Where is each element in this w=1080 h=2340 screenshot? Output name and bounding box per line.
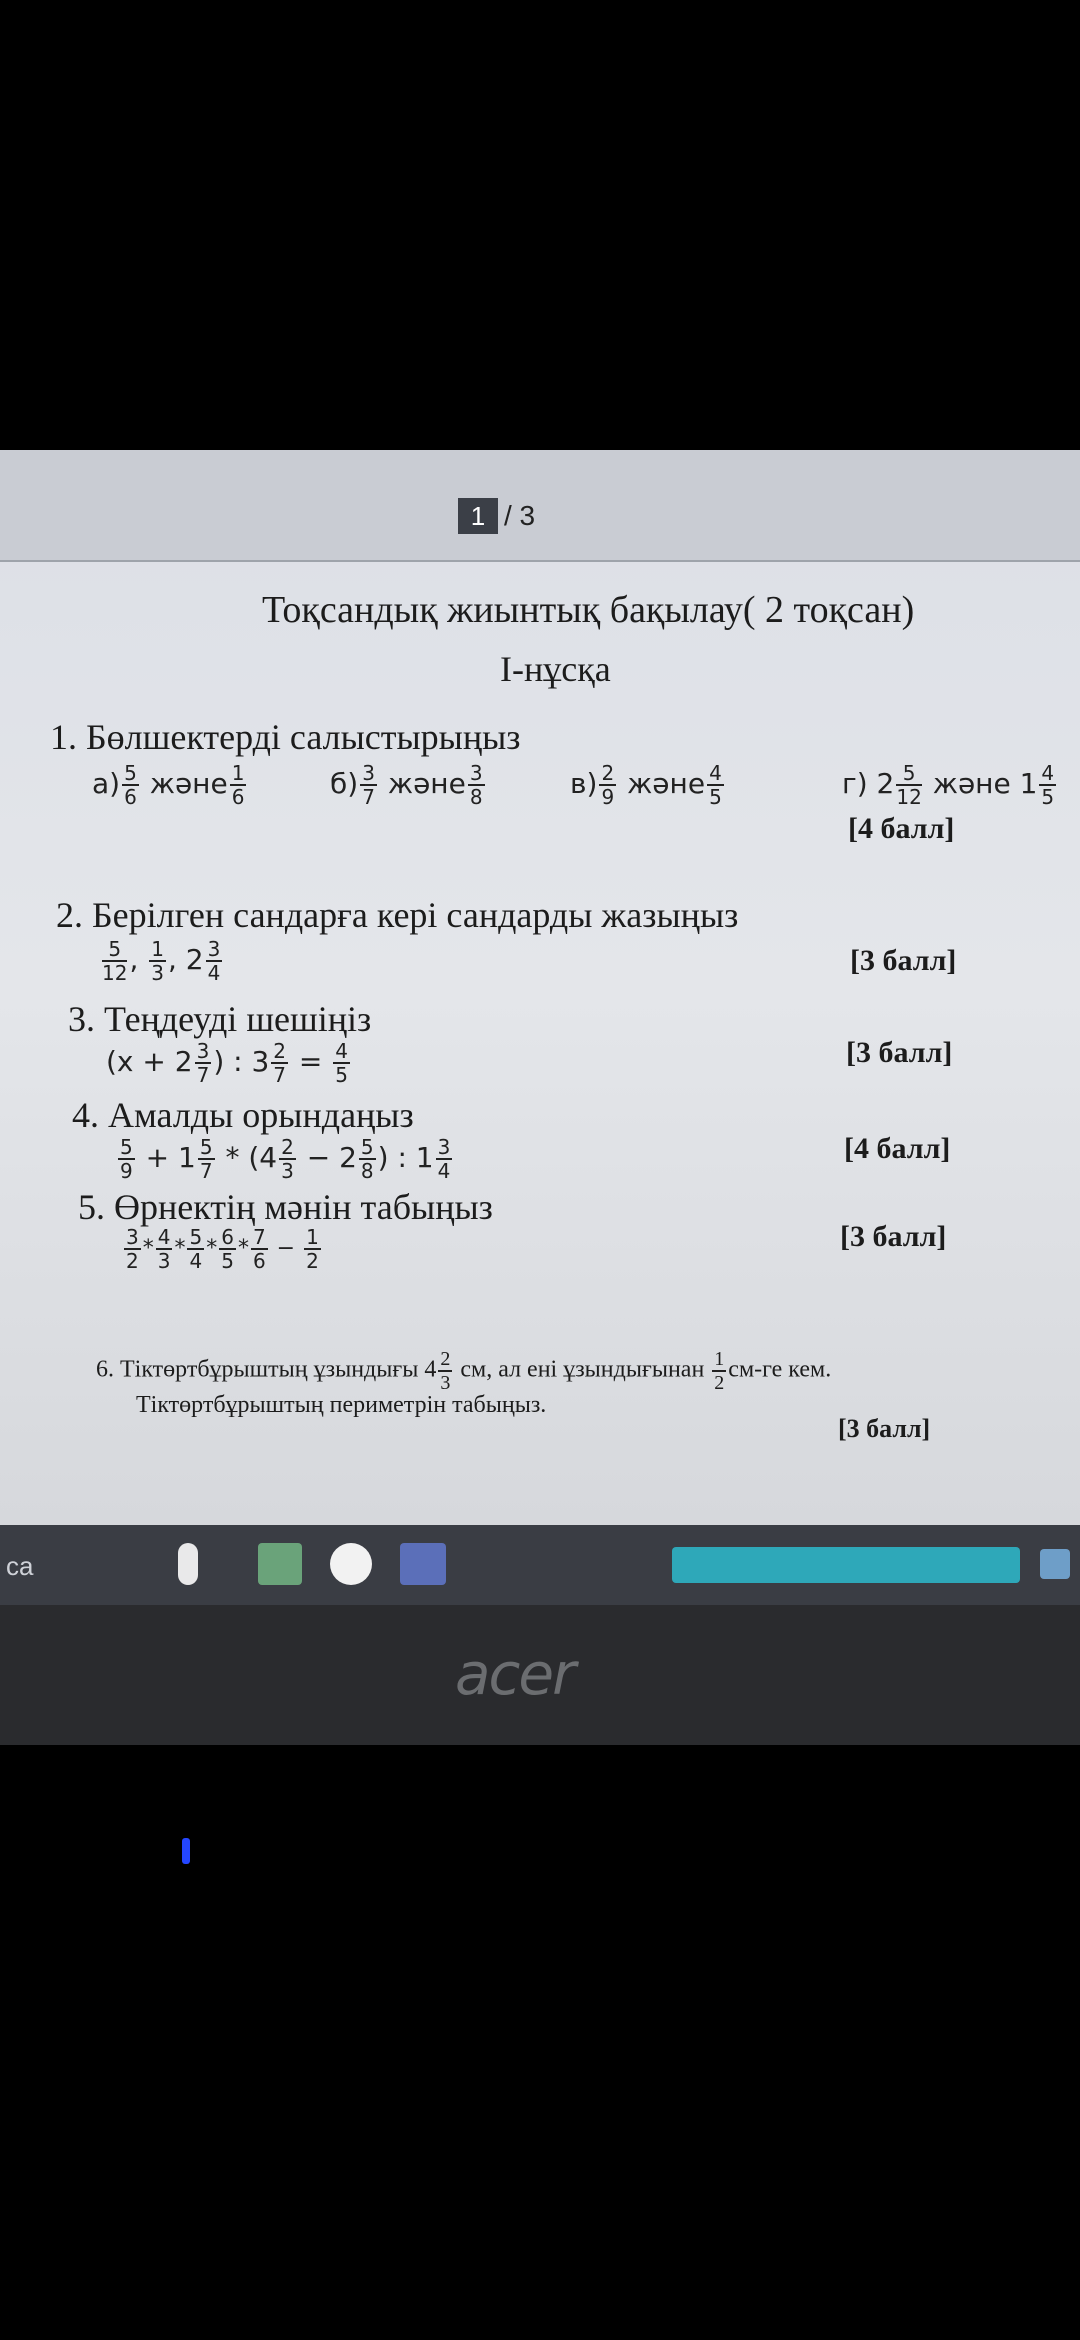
- task-1-item-a: а) $\frac{5}{6}$ және $\frac{1}{6}$: [92, 761, 245, 809]
- task-3-equation: (x + 2 $\frac{3}{7}$ ) : 3 $\frac{2}{7}$ = $\frac{4}{5}$: [106, 1039, 349, 1087]
- task-1-score: [4 балл]: [848, 812, 955, 845]
- task-6-line2: Тіктөртбұрыштың периметрін табыңыз.: [136, 1392, 547, 1418]
- task-5-label: 5. Өрнектің мәнін табыңыз: [78, 1187, 493, 1227]
- task-1-item-b: б) $\frac{3}{7}$ және $\frac{3}{8}$: [330, 761, 483, 809]
- page-total: / 3: [504, 500, 536, 531]
- current-page-box[interactable]: 1: [458, 498, 498, 534]
- microphone-icon[interactable]: [178, 1543, 198, 1585]
- task-1-item-d: г) 2 $\frac{5}{12}$ және 1 $\frac{4}{5}$: [842, 761, 1055, 809]
- app-icon-green[interactable]: [258, 1543, 302, 1585]
- task-3-label: 3. Теңдеуді шешіңіз: [68, 999, 372, 1039]
- taskbar-left-text: са: [6, 1551, 34, 1581]
- windows-taskbar: [0, 1525, 1080, 1605]
- task-2-score: [3 балл]: [850, 944, 957, 977]
- task-4-label: 4. Амалды орындаңыз: [72, 1095, 414, 1135]
- task-1-item-c: в) $\frac{2}{9}$ және $\frac{4}{5}$: [570, 761, 722, 809]
- task-4-score: [4 балл]: [844, 1132, 951, 1165]
- plus-icon[interactable]: [1040, 1549, 1070, 1579]
- task-5-score: [3 балл]: [840, 1220, 947, 1253]
- acer-logo: acer: [455, 1640, 574, 1708]
- task-5-expression: $\frac{3}{2}$ * $\frac{4}{3}$ * $\frac{5}{4}$ * $\frac{6}{5}$ * $\frac{7}{6}$ − $\frac{1}{2}$: [126, 1225, 319, 1273]
- page-title: Тоқсандық жиынтық бақылау( 2 тоқсан): [262, 589, 915, 631]
- variant-label: I-нұсқа: [500, 649, 611, 689]
- power-led: [182, 1838, 190, 1864]
- task-4-expression: $\frac{5}{9}$ + 1 $\frac{5}{7}$ * (4 $\frac{2}{3}$ − 2 $\frac{5}{8}$ ) : 1 $\frac{3}{4}$: [120, 1135, 451, 1183]
- task-2-label: 2. Берілген сандарға кері сандарды жазыңыз: [56, 895, 739, 935]
- monitor-screen: [0, 450, 1080, 1530]
- yandex-browser-icon[interactable]: [330, 1543, 372, 1585]
- task-2-expression: $\frac{5}{12}$ , $\frac{1}{3}$ , 2 $\frac{3}{4}$: [102, 937, 221, 985]
- task-6-label: 6. Тіктөртбұрыштың ұзындығы 4 $\frac{2}{3}$ см, ал ені ұзындығынан $\frac{1}{2}$ см-ге кем.: [96, 1348, 832, 1394]
- page-navigator: [0, 450, 1080, 562]
- activation-bar[interactable]: [672, 1547, 1020, 1583]
- task-1-label: 1. Бөлшектерді салыстырыңыз: [50, 717, 521, 757]
- teams-icon[interactable]: [400, 1543, 446, 1585]
- task-3-score: [3 балл]: [846, 1036, 953, 1069]
- task-6-score: [3 балл]: [838, 1414, 931, 1443]
